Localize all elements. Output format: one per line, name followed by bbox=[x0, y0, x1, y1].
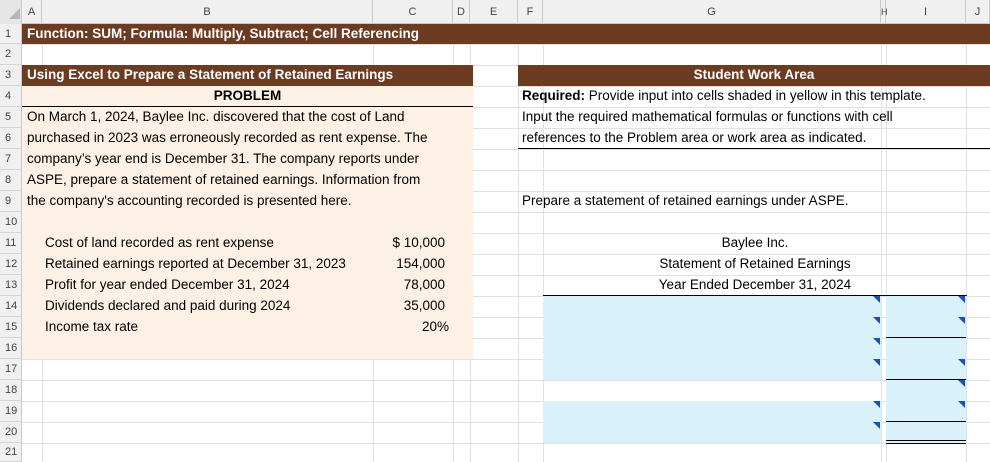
input-cell-i18[interactable] bbox=[886, 380, 966, 401]
item-label[interactable]: Retained earnings reported at December 31, 2023 bbox=[45, 256, 346, 271]
cell-comment-icon[interactable] bbox=[873, 296, 880, 303]
column-header-j[interactable]: J bbox=[966, 0, 990, 24]
row-header[interactable]: 15 bbox=[0, 317, 22, 338]
cell-comment-icon[interactable] bbox=[873, 359, 880, 366]
work-line[interactable]: Input the required mathematical formulas or functions with cell bbox=[522, 109, 893, 124]
item-label[interactable]: Dividends declared and paid during 2024 bbox=[45, 298, 291, 313]
item-label[interactable]: Profit for year ended December 31, 2024 bbox=[45, 277, 290, 292]
item-value[interactable]: 78,000 bbox=[403, 277, 445, 292]
column-header-c[interactable]: C bbox=[373, 0, 453, 24]
row-header[interactable]: 5 bbox=[0, 107, 22, 128]
input-cells-g-rows-19-20[interactable] bbox=[543, 401, 881, 443]
column-header-a[interactable]: A bbox=[22, 0, 42, 24]
problem-line[interactable]: company’s year end is December 31. The company reports under bbox=[27, 151, 419, 166]
problem-header[interactable]: Using Excel to Prepare a Statement of Retained Earnings bbox=[27, 67, 394, 82]
row-header[interactable]: 11 bbox=[0, 233, 22, 254]
column-header-h[interactable]: H bbox=[881, 0, 886, 24]
column-header-d[interactable]: D bbox=[453, 0, 470, 24]
column-header-e[interactable]: E bbox=[470, 0, 518, 24]
item-value[interactable]: 154,000 bbox=[396, 256, 445, 271]
double-underline bbox=[886, 440, 966, 441]
row-header[interactable]: 21 bbox=[0, 443, 22, 462]
item-value[interactable]: 35,000 bbox=[403, 298, 445, 313]
row-header[interactable]: 14 bbox=[0, 296, 22, 317]
cell-comment-icon[interactable] bbox=[958, 380, 965, 387]
statement-period[interactable]: Year Ended December 31, 2024 bbox=[658, 277, 852, 292]
problem-line[interactable]: ASPE, prepare a statement of retained earnings. Information from bbox=[27, 172, 421, 187]
instructions-underline bbox=[518, 148, 990, 149]
row-header[interactable]: 16 bbox=[0, 338, 22, 359]
instruction-text[interactable]: Prepare a statement of retained earnings under ASPE. bbox=[522, 193, 849, 208]
row-header[interactable]: 19 bbox=[0, 401, 22, 422]
row-header[interactable]: 17 bbox=[0, 359, 22, 380]
row-header[interactable]: 9 bbox=[0, 191, 22, 212]
input-cell-i19[interactable] bbox=[886, 401, 966, 422]
input-cells-i-rows-16-17[interactable] bbox=[886, 338, 966, 380]
item-value[interactable]: 20% bbox=[421, 319, 449, 334]
select-all-triangle-icon bbox=[9, 8, 20, 19]
item-value[interactable]: $ 10,000 bbox=[392, 235, 445, 250]
row-header[interactable]: 8 bbox=[0, 170, 22, 191]
select-all-corner[interactable] bbox=[0, 0, 22, 24]
problem-line[interactable]: On March 1, 2024, Baylee Inc. discovered that the cost of Land bbox=[27, 109, 405, 124]
column-header-b[interactable]: B bbox=[42, 0, 373, 24]
input-cells-g-rows-14-17[interactable] bbox=[543, 296, 881, 380]
column-header-i[interactable]: I bbox=[886, 0, 966, 24]
item-label[interactable]: Cost of land recorded as rent expense bbox=[45, 235, 274, 250]
company-name[interactable]: Baylee Inc. bbox=[721, 235, 789, 250]
problem-label[interactable]: PROBLEM bbox=[213, 88, 282, 103]
column-header-bar bbox=[0, 0, 990, 24]
cell-border bbox=[886, 379, 966, 380]
row-header[interactable]: 2 bbox=[0, 44, 22, 65]
column-header-g[interactable]: G bbox=[543, 0, 881, 24]
work-line[interactable]: references to the Problem area or work area as indicated. bbox=[522, 130, 867, 145]
cell-comment-icon[interactable] bbox=[958, 359, 965, 366]
cell-comment-icon[interactable] bbox=[958, 317, 965, 324]
row-header[interactable]: 1 bbox=[0, 24, 22, 44]
item-label[interactable]: Income tax rate bbox=[45, 319, 139, 334]
cell-comment-icon[interactable] bbox=[873, 317, 880, 324]
cell-comment-icon[interactable] bbox=[873, 401, 880, 408]
column-header-f[interactable]: F bbox=[518, 0, 543, 24]
required-label: Required: bbox=[522, 88, 586, 103]
cell-comment-icon[interactable] bbox=[958, 401, 965, 408]
input-cells-i-rows-14-15[interactable] bbox=[886, 296, 966, 338]
row-header[interactable]: 6 bbox=[0, 128, 22, 149]
problem-line[interactable]: purchased in 2023 was erroneously recorded as rent expense. The bbox=[27, 130, 428, 145]
row-header[interactable]: 13 bbox=[0, 275, 22, 296]
row-header[interactable]: 3 bbox=[0, 65, 22, 86]
cell-border bbox=[886, 421, 966, 422]
banner-title[interactable]: Function: SUM; Formula: Multiply, Subtract; Cell Referencing bbox=[27, 26, 420, 41]
cell-comment-icon[interactable] bbox=[873, 422, 880, 429]
required-description: Provide input into cells shaded in yellow in this template. bbox=[585, 88, 926, 103]
required-text[interactable] bbox=[522, 86, 926, 106]
problem-line[interactable]: the company's accounting recorded is presented here. bbox=[27, 193, 352, 208]
statement-name[interactable]: Statement of Retained Earnings bbox=[659, 256, 851, 271]
row-header[interactable]: 7 bbox=[0, 149, 22, 170]
cell-comment-icon[interactable] bbox=[873, 338, 880, 345]
row-header[interactable]: 10 bbox=[0, 212, 22, 233]
cell-comment-icon[interactable] bbox=[958, 296, 965, 303]
row-header[interactable]: 18 bbox=[0, 380, 22, 401]
work-header[interactable]: Student Work Area bbox=[693, 67, 815, 82]
double-underline bbox=[886, 443, 966, 444]
cell-border bbox=[886, 337, 966, 338]
row-header[interactable]: 12 bbox=[0, 254, 22, 275]
row-header[interactable]: 20 bbox=[0, 422, 22, 443]
row-header[interactable]: 4 bbox=[0, 86, 22, 107]
